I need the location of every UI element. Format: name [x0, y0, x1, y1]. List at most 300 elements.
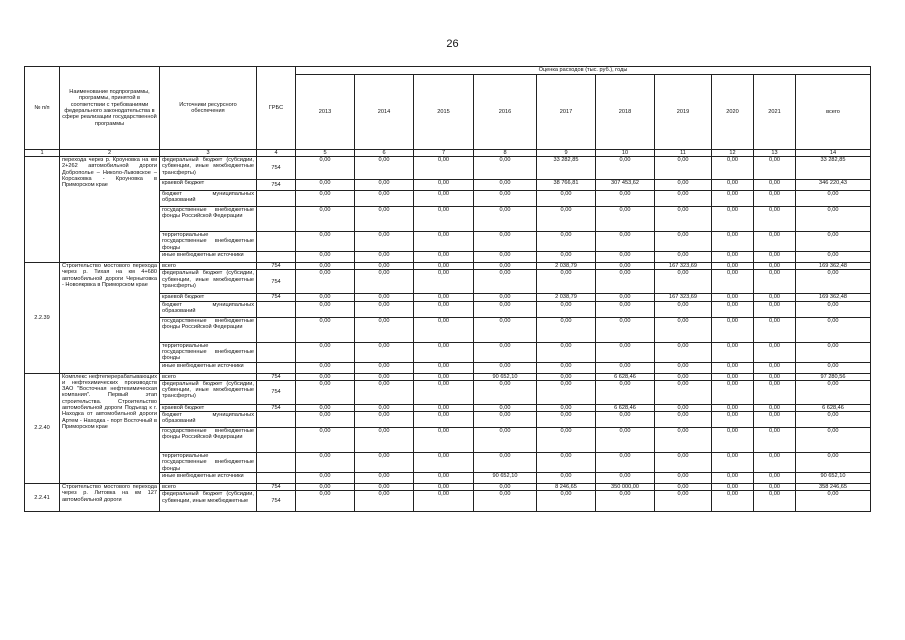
column-number: 5	[296, 150, 355, 157]
funding-source: территориальные государственные внебюджетные фонды	[160, 342, 257, 362]
amount-cell: 0,00	[537, 373, 596, 380]
column-number: 1	[25, 150, 60, 157]
amount-cell: 0,00	[537, 453, 596, 473]
header-source: Источники ресурсного обеспечения	[160, 67, 257, 150]
amount-cell: 167 323,69	[655, 294, 712, 301]
header-year: 2021	[754, 75, 796, 150]
amount-cell: 0,00	[754, 270, 796, 294]
amount-cell: 0,00	[754, 491, 796, 512]
amount-cell: 0,00	[596, 317, 655, 342]
amount-cell: 0,00	[596, 294, 655, 301]
funding-source: иные внебюджетные источники	[160, 362, 257, 373]
grbs-code: 754	[257, 180, 296, 191]
amount-cell: 0,00	[754, 180, 796, 191]
amount-cell: 2 038,79	[537, 294, 596, 301]
amount-total-cell: 0,00	[796, 301, 871, 317]
amount-cell: 0,00	[414, 362, 474, 373]
header-name: Наименование подпрограммы, программы, принятой в соответствии с требованиями федерального законодательства в сфере реализации государственной программы	[60, 67, 160, 150]
amount-cell: 0,00	[596, 270, 655, 294]
amount-cell: 0,00	[596, 263, 655, 270]
amount-cell: 0,00	[655, 342, 712, 362]
grbs-code	[257, 412, 296, 428]
amount-cell: 0,00	[414, 294, 474, 301]
amount-cell: 0,00	[712, 473, 754, 484]
column-number: 9	[537, 150, 596, 157]
grbs-code: 754	[257, 380, 296, 404]
funding-source: иные внебюджетные источники	[160, 473, 257, 484]
column-number: 7	[414, 150, 474, 157]
amount-cell: 0,00	[355, 412, 414, 428]
table-row	[25, 484, 871, 491]
amount-cell: 0,00	[596, 207, 655, 232]
header-year: 2020	[712, 75, 754, 150]
amount-cell: 0,00	[537, 404, 596, 411]
grbs-code: 754	[257, 270, 296, 294]
amount-cell: 0,00	[474, 180, 537, 191]
amount-cell: 0,00	[754, 473, 796, 484]
amount-cell: 0,00	[355, 428, 414, 453]
amount-cell: 0,00	[712, 263, 754, 270]
amount-cell: 0,00	[414, 207, 474, 232]
object-name: Строительство мостового перехода через р. Литовка на км 127 автомобильной дороги	[60, 484, 160, 512]
amount-cell: 0,00	[712, 191, 754, 207]
amount-cell: 0,00	[414, 453, 474, 473]
amount-cell: 0,00	[474, 191, 537, 207]
amount-cell: 0,00	[754, 428, 796, 453]
funding-source: федеральный бюджет (субсидии, субвенции, иные межбюджетные трансферты)	[160, 270, 257, 294]
amount-cell: 0,00	[655, 270, 712, 294]
column-number: 3	[160, 150, 257, 157]
amount-cell: 0,00	[754, 263, 796, 270]
column-number: 2	[60, 150, 160, 157]
grbs-code	[257, 453, 296, 473]
table-row	[25, 373, 871, 380]
amount-cell: 0,00	[537, 317, 596, 342]
header-year: 2016	[474, 75, 537, 150]
amount-cell: 0,00	[474, 404, 537, 411]
header-year-total: всего	[796, 75, 871, 150]
amount-cell: 0,00	[537, 270, 596, 294]
amount-cell: 0,00	[296, 380, 355, 404]
amount-total-cell: 358 246,65	[796, 484, 871, 491]
grbs-code: 754	[257, 263, 296, 270]
amount-cell: 90 652,10	[474, 473, 537, 484]
amount-cell: 2 038,79	[537, 263, 596, 270]
amount-cell: 38 766,81	[537, 180, 596, 191]
amount-cell: 0,00	[537, 342, 596, 362]
amount-cell: 0,00	[414, 180, 474, 191]
amount-cell: 0,00	[355, 263, 414, 270]
grbs-code: 754	[257, 491, 296, 512]
amount-cell: 0,00	[474, 342, 537, 362]
amount-cell: 0,00	[355, 191, 414, 207]
funding-source: федеральный бюджет (субсидии, субвенции, иные межбюджетные трансферты)	[160, 380, 257, 404]
grbs-code: 754	[257, 404, 296, 411]
funding-source: всего	[160, 373, 257, 380]
amount-cell: 350 000,00	[596, 484, 655, 491]
amount-cell: 0,00	[754, 294, 796, 301]
amount-total-cell: 0,00	[796, 342, 871, 362]
amount-cell: 0,00	[712, 428, 754, 453]
amount-cell: 0,00	[712, 373, 754, 380]
amount-cell: 0,00	[414, 380, 474, 404]
funding-source: территориальные государственные внебюджетные фонды	[160, 453, 257, 473]
grbs-code	[257, 428, 296, 453]
amount-cell: 0,00	[414, 412, 474, 428]
amount-cell: 0,00	[655, 252, 712, 263]
amount-cell: 0,00	[474, 317, 537, 342]
amount-cell: 0,00	[414, 252, 474, 263]
amount-cell: 0,00	[355, 294, 414, 301]
amount-cell: 0,00	[296, 453, 355, 473]
amount-cell: 0,00	[474, 362, 537, 373]
amount-cell: 0,00	[655, 207, 712, 232]
amount-cell: 0,00	[355, 232, 414, 252]
funding-source: всего	[160, 263, 257, 270]
amount-cell: 0,00	[537, 491, 596, 512]
amount-cell: 0,00	[355, 484, 414, 491]
amount-cell: 0,00	[414, 373, 474, 380]
grbs-code	[257, 317, 296, 342]
header-year: 2018	[596, 75, 655, 150]
grbs-code	[257, 207, 296, 232]
amount-cell: 0,00	[355, 491, 414, 512]
amount-cell: 0,00	[754, 453, 796, 473]
grbs-code	[257, 232, 296, 252]
funding-source: краевой бюджет	[160, 180, 257, 191]
amount-cell: 6 628,46	[596, 373, 655, 380]
amount-cell: 0,00	[537, 362, 596, 373]
amount-cell: 0,00	[474, 232, 537, 252]
object-name: Комплекс нефтеперерабатывающих и нефтехимических производств ЗАО "Восточная нефтехимическая компания". Первый этап строительства. Строительство автомобильной дороги Подъезд к г. Находка от автомобильной дороги Артем - Находка - порт Восточный в Приморском крае	[60, 373, 160, 484]
amount-cell: 0,00	[474, 428, 537, 453]
amount-cell: 0,00	[474, 157, 537, 180]
grbs-code	[257, 342, 296, 362]
amount-cell: 0,00	[296, 270, 355, 294]
amount-cell: 0,00	[655, 157, 712, 180]
amount-cell: 0,00	[355, 207, 414, 232]
amount-cell: 0,00	[596, 491, 655, 512]
amount-cell: 0,00	[712, 252, 754, 263]
amount-cell: 0,00	[712, 232, 754, 252]
grbs-code: 754	[257, 157, 296, 180]
amount-cell: 0,00	[537, 412, 596, 428]
grbs-code	[257, 191, 296, 207]
amount-cell: 0,00	[296, 157, 355, 180]
funding-source: федеральный бюджет (субсидии, субвенции, иные межбюджетные трансферты)	[160, 157, 257, 180]
amount-cell: 0,00	[596, 191, 655, 207]
amount-cell: 0,00	[596, 473, 655, 484]
column-number: 13	[754, 150, 796, 157]
amount-cell: 0,00	[474, 484, 537, 491]
row-id: 2.2.40	[25, 373, 60, 484]
column-number: 12	[712, 150, 754, 157]
amount-total-cell: 0,00	[796, 412, 871, 428]
amount-cell: 0,00	[712, 491, 754, 512]
amount-cell: 0,00	[712, 342, 754, 362]
table-row	[25, 263, 871, 270]
grbs-code: 754	[257, 484, 296, 491]
amount-cell: 0,00	[355, 180, 414, 191]
amount-cell: 0,00	[296, 252, 355, 263]
amount-cell: 0,00	[296, 263, 355, 270]
page-number: 26	[446, 38, 459, 50]
amount-cell: 0,00	[754, 362, 796, 373]
amount-cell: 0,00	[754, 380, 796, 404]
amount-cell: 0,00	[414, 270, 474, 294]
amount-cell: 0,00	[296, 362, 355, 373]
amount-cell: 307 453,62	[596, 180, 655, 191]
amount-total-cell: 0,00	[796, 207, 871, 232]
grbs-code: 754	[257, 294, 296, 301]
amount-cell: 0,00	[296, 373, 355, 380]
amount-cell: 0,00	[712, 180, 754, 191]
column-number: 14	[796, 150, 871, 157]
funding-source: государственные внебюджетные фонды Российской Федерации	[160, 317, 257, 342]
amount-cell: 0,00	[655, 491, 712, 512]
amount-cell: 0,00	[296, 484, 355, 491]
amount-cell: 0,00	[712, 404, 754, 411]
amount-cell: 0,00	[655, 380, 712, 404]
amount-cell: 0,00	[596, 301, 655, 317]
header-year: 2013	[296, 75, 355, 150]
amount-cell: 0,00	[712, 270, 754, 294]
amount-cell: 0,00	[754, 342, 796, 362]
grbs-code	[257, 301, 296, 317]
amount-cell: 0,00	[296, 428, 355, 453]
amount-cell: 0,00	[754, 191, 796, 207]
amount-cell: 0,00	[537, 207, 596, 232]
amount-cell: 0,00	[655, 453, 712, 473]
amount-cell: 0,00	[296, 342, 355, 362]
amount-cell: 0,00	[712, 484, 754, 491]
header-year: 2015	[414, 75, 474, 150]
amount-cell: 0,00	[355, 373, 414, 380]
column-numbers-row	[25, 150, 871, 157]
funding-source: федеральный бюджет (субсидии, субвенции, иные межбюджетные	[160, 491, 257, 512]
amount-cell: 6 628,46	[596, 404, 655, 411]
amount-cell: 0,00	[655, 404, 712, 411]
amount-cell: 0,00	[474, 380, 537, 404]
amount-total-cell: 0,00	[796, 380, 871, 404]
amount-cell: 0,00	[414, 428, 474, 453]
amount-cell: 0,00	[655, 301, 712, 317]
column-number: 11	[655, 150, 712, 157]
amount-cell: 0,00	[596, 453, 655, 473]
amount-cell: 0,00	[537, 232, 596, 252]
amount-cell: 0,00	[355, 473, 414, 484]
amount-cell: 0,00	[596, 232, 655, 252]
amount-cell: 0,00	[712, 207, 754, 232]
amount-cell: 0,00	[414, 232, 474, 252]
amount-cell: 0,00	[655, 473, 712, 484]
amount-cell: 0,00	[474, 412, 537, 428]
amount-cell: 0,00	[712, 362, 754, 373]
amount-cell: 0,00	[296, 317, 355, 342]
amount-cell: 0,00	[596, 412, 655, 428]
object-name: Строительство мостового перехода через р. Тихая на км 4+680 автомобильной дороги Черныговка - Новоякрвка в Приморском крае	[60, 263, 160, 374]
amount-cell: 0,00	[414, 317, 474, 342]
amount-cell: 33 282,85	[537, 157, 596, 180]
expenditure-table	[24, 66, 871, 512]
funding-source: краевой бюджет	[160, 404, 257, 411]
amount-total-cell: 6 628,46	[796, 404, 871, 411]
amount-cell: 0,00	[655, 180, 712, 191]
amount-cell: 0,00	[355, 252, 414, 263]
amount-cell: 0,00	[296, 232, 355, 252]
amount-total-cell: 0,00	[796, 232, 871, 252]
amount-cell: 0,00	[414, 263, 474, 270]
amount-cell: 0,00	[537, 473, 596, 484]
amount-cell: 0,00	[296, 412, 355, 428]
amount-cell: 0,00	[655, 484, 712, 491]
amount-cell: 0,00	[414, 404, 474, 411]
column-number: 10	[596, 150, 655, 157]
amount-cell: 0,00	[537, 380, 596, 404]
amount-cell: 0,00	[474, 491, 537, 512]
amount-cell: 0,00	[712, 157, 754, 180]
amount-cell: 0,00	[474, 252, 537, 263]
amount-cell: 0,00	[655, 412, 712, 428]
amount-cell: 0,00	[414, 484, 474, 491]
amount-cell: 0,00	[655, 232, 712, 252]
amount-cell: 0,00	[754, 484, 796, 491]
amount-total-cell: 0,00	[796, 453, 871, 473]
amount-cell: 0,00	[414, 157, 474, 180]
amount-cell: 167 323,69	[655, 263, 712, 270]
header-estimate: Оценка расходов (тыс. руб.), годы	[296, 67, 871, 75]
amount-cell: 0,00	[537, 191, 596, 207]
funding-source: краевой бюджет	[160, 294, 257, 301]
amount-cell: 0,00	[355, 317, 414, 342]
amount-cell: 0,00	[655, 373, 712, 380]
amount-total-cell: 0,00	[796, 270, 871, 294]
header-grbs: ГРБС	[257, 67, 296, 150]
column-number: 8	[474, 150, 537, 157]
amount-cell: 0,00	[596, 362, 655, 373]
grbs-code	[257, 362, 296, 373]
amount-cell: 0,00	[712, 380, 754, 404]
amount-cell: 0,00	[655, 191, 712, 207]
row-id: 2.2.41	[25, 484, 60, 512]
amount-cell: 0,00	[474, 270, 537, 294]
amount-cell: 0,00	[355, 404, 414, 411]
amount-cell: 0,00	[754, 232, 796, 252]
amount-cell: 0,00	[355, 362, 414, 373]
amount-cell: 0,00	[754, 404, 796, 411]
amount-cell: 0,00	[296, 207, 355, 232]
table-body	[25, 157, 871, 512]
amount-total-cell: 97 280,56	[796, 373, 871, 380]
amount-cell: 0,00	[474, 263, 537, 270]
amount-cell: 0,00	[296, 491, 355, 512]
amount-cell: 0,00	[754, 157, 796, 180]
row-id	[25, 157, 60, 263]
amount-cell: 0,00	[754, 412, 796, 428]
header-num: № п/п	[25, 67, 60, 150]
amount-cell: 0,00	[754, 207, 796, 232]
funding-source: иные внебюджетные источники	[160, 252, 257, 263]
funding-source: всего	[160, 484, 257, 491]
column-number: 4	[257, 150, 296, 157]
amount-cell: 0,00	[296, 473, 355, 484]
amount-cell: 0,00	[712, 317, 754, 342]
amount-cell: 0,00	[754, 301, 796, 317]
amount-cell: 0,00	[712, 453, 754, 473]
amount-cell: 0,00	[296, 294, 355, 301]
funding-source: государственные внебюджетные фонды Российской Федерации	[160, 428, 257, 453]
amount-cell: 0,00	[296, 404, 355, 411]
amount-total-cell: 0,00	[796, 428, 871, 453]
amount-cell: 0,00	[355, 301, 414, 317]
amount-total-cell: 0,00	[796, 362, 871, 373]
amount-total-cell: 0,00	[796, 252, 871, 263]
grbs-code	[257, 252, 296, 263]
amount-cell: 0,00	[296, 180, 355, 191]
amount-cell: 0,00	[596, 157, 655, 180]
column-number: 6	[355, 150, 414, 157]
amount-cell: 0,00	[355, 157, 414, 180]
amount-cell: 0,00	[355, 453, 414, 473]
header-year: 2019	[655, 75, 712, 150]
funding-source: бюджет муниципальных образований	[160, 301, 257, 317]
amount-cell: 0,00	[712, 301, 754, 317]
amount-cell: 0,00	[296, 301, 355, 317]
amount-cell: 0,00	[712, 412, 754, 428]
amount-cell: 0,00	[414, 473, 474, 484]
header-year: 2014	[355, 75, 414, 150]
amount-cell: 0,00	[596, 380, 655, 404]
funding-source: государственные внебюджетные фонды Российской Федерации	[160, 207, 257, 232]
header-year: 2017	[537, 75, 596, 150]
amount-cell: 0,00	[655, 317, 712, 342]
amount-cell: 0,00	[296, 191, 355, 207]
amount-cell: 0,00	[355, 270, 414, 294]
funding-source: бюджет муниципальных образований	[160, 191, 257, 207]
table-header	[25, 67, 871, 157]
amount-cell: 0,00	[655, 428, 712, 453]
funding-source: бюджет муниципальных образований	[160, 412, 257, 428]
amount-cell: 0,00	[355, 380, 414, 404]
amount-cell: 0,00	[414, 491, 474, 512]
amount-total-cell: 90 652,10	[796, 473, 871, 484]
amount-cell: 0,00	[596, 428, 655, 453]
amount-total-cell: 0,00	[796, 317, 871, 342]
object-name: перехода через р. Кроуновка на км 2+262 автомобильной дороги Доброполье – Николо-Львовское – Корсаковка - Кроуновка в Приморском крае	[60, 157, 160, 263]
amount-cell: 0,00	[754, 252, 796, 263]
amount-cell: 0,00	[712, 294, 754, 301]
amount-cell: 0,00	[754, 317, 796, 342]
amount-total-cell: 169 362,48	[796, 263, 871, 270]
amount-cell: 0,00	[474, 207, 537, 232]
amount-cell: 0,00	[596, 342, 655, 362]
amount-cell: 0,00	[414, 301, 474, 317]
amount-cell: 0,00	[414, 191, 474, 207]
amount-cell: 8 246,65	[537, 484, 596, 491]
amount-cell: 0,00	[414, 342, 474, 362]
amount-cell: 0,00	[537, 428, 596, 453]
funding-source: территориальные государственные внебюджетные фонды	[160, 232, 257, 252]
amount-cell: 0,00	[754, 373, 796, 380]
amount-total-cell: 0,00	[796, 191, 871, 207]
amount-total-cell: 346 220,43	[796, 180, 871, 191]
amount-cell: 0,00	[537, 252, 596, 263]
amount-cell: 0,00	[355, 342, 414, 362]
amount-cell: 0,00	[474, 453, 537, 473]
amount-cell: 90 652,10	[474, 373, 537, 380]
amount-cell: 0,00	[474, 294, 537, 301]
amount-cell: 0,00	[474, 301, 537, 317]
